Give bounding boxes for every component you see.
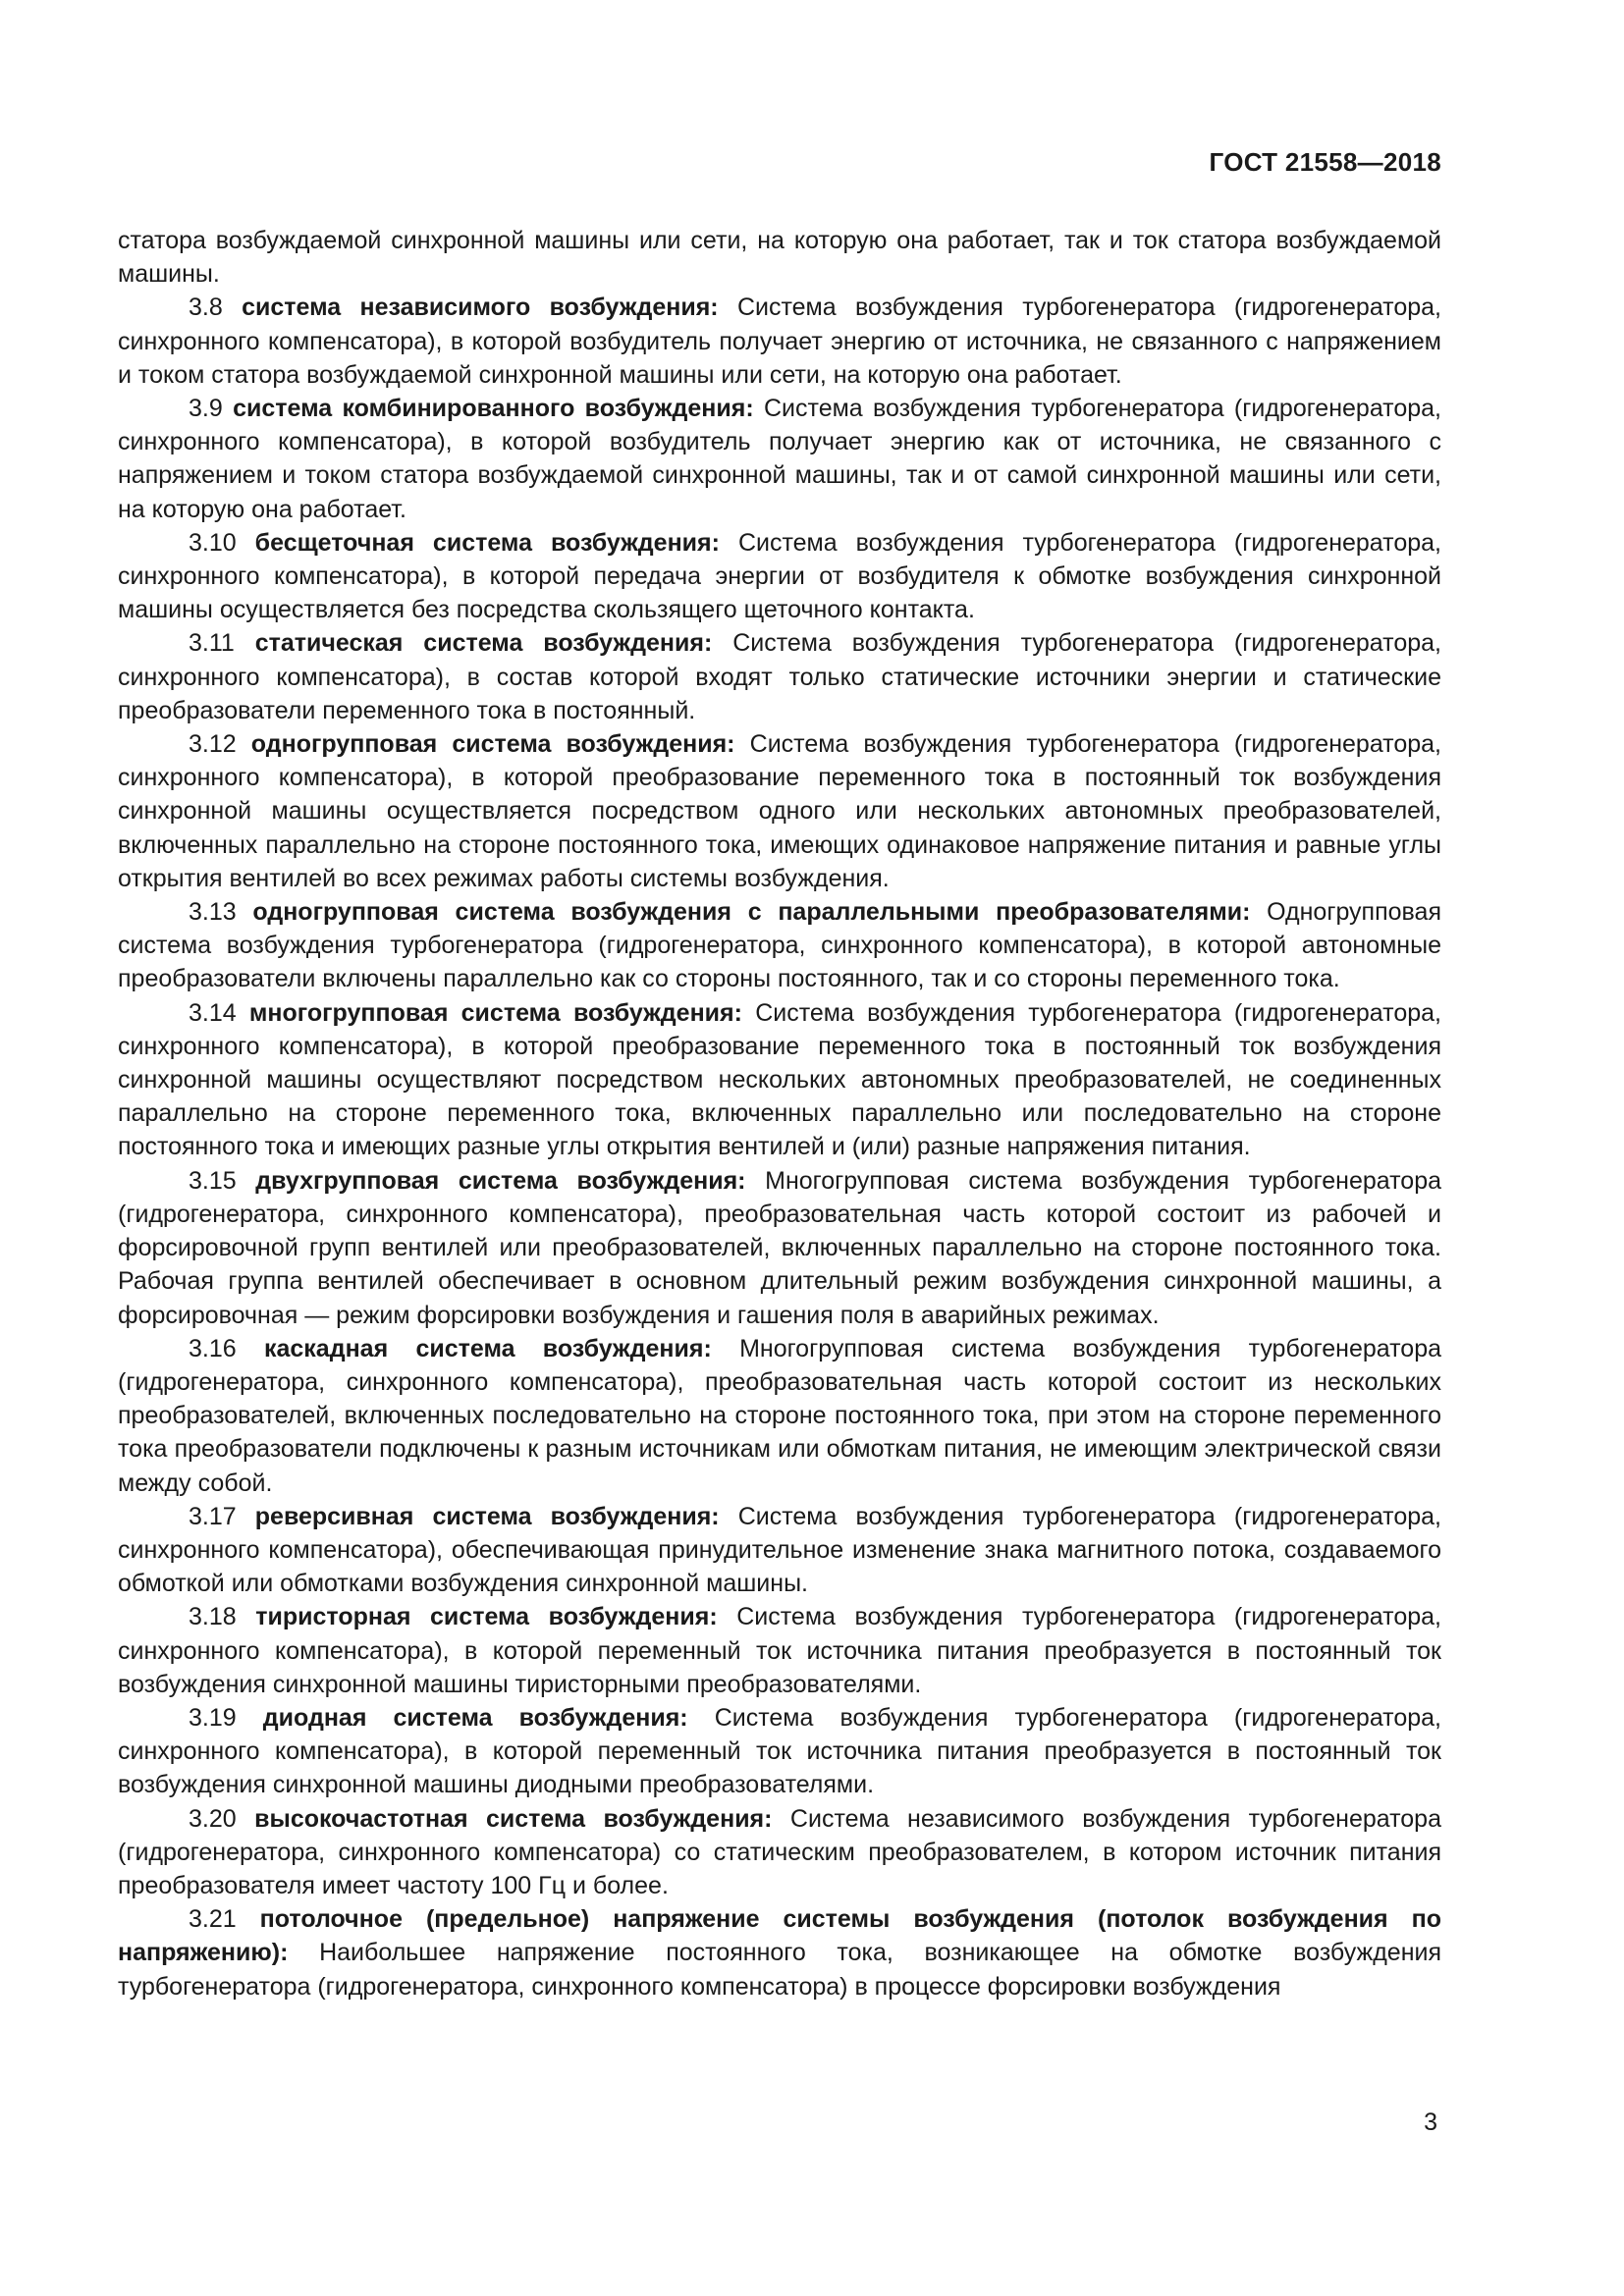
definition-number: 3.15 (189, 1166, 237, 1195)
definition-3-12 (118, 727, 1441, 895)
definition-term: потолочное (предельное) напряжение системы возбуждения (потолок возбуждения по напряжению): (118, 1905, 1441, 1967)
definition-term: высокочастотная система возбуждения: (254, 1804, 773, 1833)
definition-3-8 (118, 291, 1441, 392)
definition-term: диодная система возбуждения: (262, 1703, 688, 1732)
definition-text: Многогрупповая система возбуждения турбогенератора (гидрогенератора, синхронного компенсатора), преобразовательная часть которой состоит из нескольких преобразователей, включенных последовательно на стороне постоянного тока, при этом на стороне переменного тока преобразователи подключены к разным источникам или обмоткам питания, не имеющим электрической связи между собой. (118, 1334, 1442, 1497)
definition-text: Система возбуждения турбогенератора (гидрогенератора, синхронного компенсатора), в которой преобразование переменного тока в постоянный ток возбуждения синхронной машины осуществляется посредством одного или нескольких автономных преобразователей, включенных параллельно на стороне постоянного тока, имеющих одинаковое напряжение питания и равные углы открытия вентилей во всех режимах работы системы возбуждения. (118, 730, 1442, 892)
definition-3-13 (118, 895, 1441, 996)
definition-3-14 (118, 996, 1441, 1164)
definition-3-16 (118, 1332, 1441, 1500)
definition-term: тиристорная система возбуждения: (255, 1603, 718, 1631)
definition-text: Одногрупповая система возбуждения турбогенератора (гидрогенератора, синхронного компенсатора), в которой автономные преобразователи включены параллельно как со стороны постоянного, так и со стороны переменного тока. (118, 898, 1441, 993)
standard-header: ГОСТ 21558—2018 (1209, 147, 1441, 177)
definition-3-9 (118, 392, 1441, 526)
definition-term: система комбинированного возбуждения: (233, 395, 754, 423)
definition-3-15 (118, 1164, 1441, 1332)
definition-3-19 (118, 1701, 1441, 1802)
page-number: 3 (1424, 2109, 1437, 2136)
definition-3-10 (118, 526, 1441, 627)
definition-text: Система возбуждения турбогенератора (гидрогенератора, синхронного компенсатора), в которой переменный ток источника питания преобразуется в постоянный ток возбуждения синхронной машины тиристорными преобразователями. (118, 1603, 1441, 1698)
definition-number: 3.20 (189, 1804, 237, 1833)
definition-number: 3.12 (189, 730, 237, 759)
definition-3-20 (118, 1802, 1441, 1903)
definition-number: 3.8 (189, 294, 223, 322)
definition-number: 3.17 (189, 1502, 237, 1530)
definition-number: 3.18 (189, 1603, 237, 1631)
definition-3-17 (118, 1500, 1441, 1601)
definition-text: Система возбуждения турбогенератора (гидрогенератора, синхронного компенсатора), в которой передача энергии от возбудителя к обмотке возбуждения синхронной машины осуществляется без посредства скользящего щеточного контакта. (118, 528, 1441, 624)
definition-term: многогрупповая система возбуждения: (248, 998, 742, 1027)
definition-number: 3.9 (189, 395, 223, 423)
definition-text: Многогрупповая система возбуждения турбогенератора (гидрогенератора, синхронного компенсатора), преобразовательная часть которой состоит из рабочей и форсировочной групп вентилей или преобразователей, включенных параллельно на стороне постоянного тока. Рабочая группа вентилей обеспечивает в основном длительный режим возбуждения синхронной машины, а форсировочная — режим форсировки возбуждения и гашения поля в аварийных режимах. (118, 1166, 1441, 1329)
definition-3-21 (118, 1902, 1441, 2003)
definition-term: одногрупповая система возбуждения: (250, 730, 735, 759)
definition-text: Система возбуждения турбогенератора (гидрогенератора, синхронного компенсатора), в которой возбудитель получает энергию как от источника, не связанного с напряжением и током статора возбуждаемой синхронной машины, так и от самой синхронной машины или сети, на которую она работает. (118, 395, 1441, 523)
definition-term: одногрупповая система возбуждения с параллельными преобразователями: (252, 898, 1251, 927)
definition-text: Система возбуждения турбогенератора (гидрогенератора, синхронного компенсатора), в состав которой входят только статические источники энергии и статические преобразователи переменного тока в постоянный. (118, 629, 1441, 724)
continuation-paragraph: статора возбуждаемой синхронной машины или сети, на которую она работает, так и ток статора возбуждаемой машины. (118, 227, 1441, 289)
definition-text: Система возбуждения турбогенератора (гидрогенератора, синхронного компенсатора), в которой возбудитель получает энергию от источника, не связанного с напряжением и током статора возбуждаемой синхронной машины или сети, на которую она работает. (118, 294, 1441, 389)
definition-term: бесщеточная система возбуждения: (254, 528, 720, 557)
definition-number: 3.11 (189, 629, 235, 658)
definition-text: Наибольшее напряжение постоянного тока, возникающее на обмотке возбуждения турбогенератора (гидрогенератора, синхронного компенсатора) в процессе форсировки возбуждения (118, 1939, 1442, 2001)
definition-number: 3.14 (189, 998, 237, 1027)
definition-number: 3.13 (189, 898, 237, 927)
definition-term: статическая система возбуждения: (254, 629, 713, 658)
document-body (118, 224, 1441, 2003)
definition-number: 3.10 (189, 528, 237, 557)
definition-number: 3.21 (189, 1905, 237, 1934)
definition-3-18 (118, 1600, 1441, 1701)
definition-term: система независимого возбуждения: (242, 294, 719, 322)
definition-3-11 (118, 626, 1441, 727)
definition-term: реверсивная система возбуждения: (254, 1502, 720, 1530)
definition-number: 3.16 (189, 1334, 237, 1362)
definition-number: 3.19 (189, 1703, 237, 1732)
definition-text: Система возбуждения турбогенератора (гидрогенератора, синхронного компенсатора), в которой преобразование переменного тока в постоянный ток возбуждения синхронной машины осуществляют посредством нескольких автономных преобразователей, не соединенных параллельно на стороне переменного тока, включенных параллельно или последовательно на стороне постоянного тока и имеющих разные углы открытия вентилей и (или) разные напряжения питания. (118, 998, 1441, 1161)
definition-text: Система возбуждения турбогенератора (гидрогенератора, синхронного компенсатора), обеспечивающая принудительное изменение знака магнитного потока, создаваемого обмоткой или обмотками возбуждения синхронной машины. (118, 1502, 1441, 1598)
definition-text: Система возбуждения турбогенератора (гидрогенератора, синхронного компенсатора), в которой переменный ток источника питания преобразуется в постоянный ток возбуждения синхронной машины диодными преобразователями. (118, 1703, 1442, 1799)
definition-text: Система независимого возбуждения турбогенератора (гидрогенератора, синхронного компенсатора) со статическим преобразователем, в котором источник питания преобразователя имеет частоту 100 Гц и более. (118, 1804, 1441, 1899)
definition-term: каскадная система возбуждения: (263, 1334, 712, 1362)
definition-term: двухгрупповая система возбуждения: (255, 1166, 746, 1195)
